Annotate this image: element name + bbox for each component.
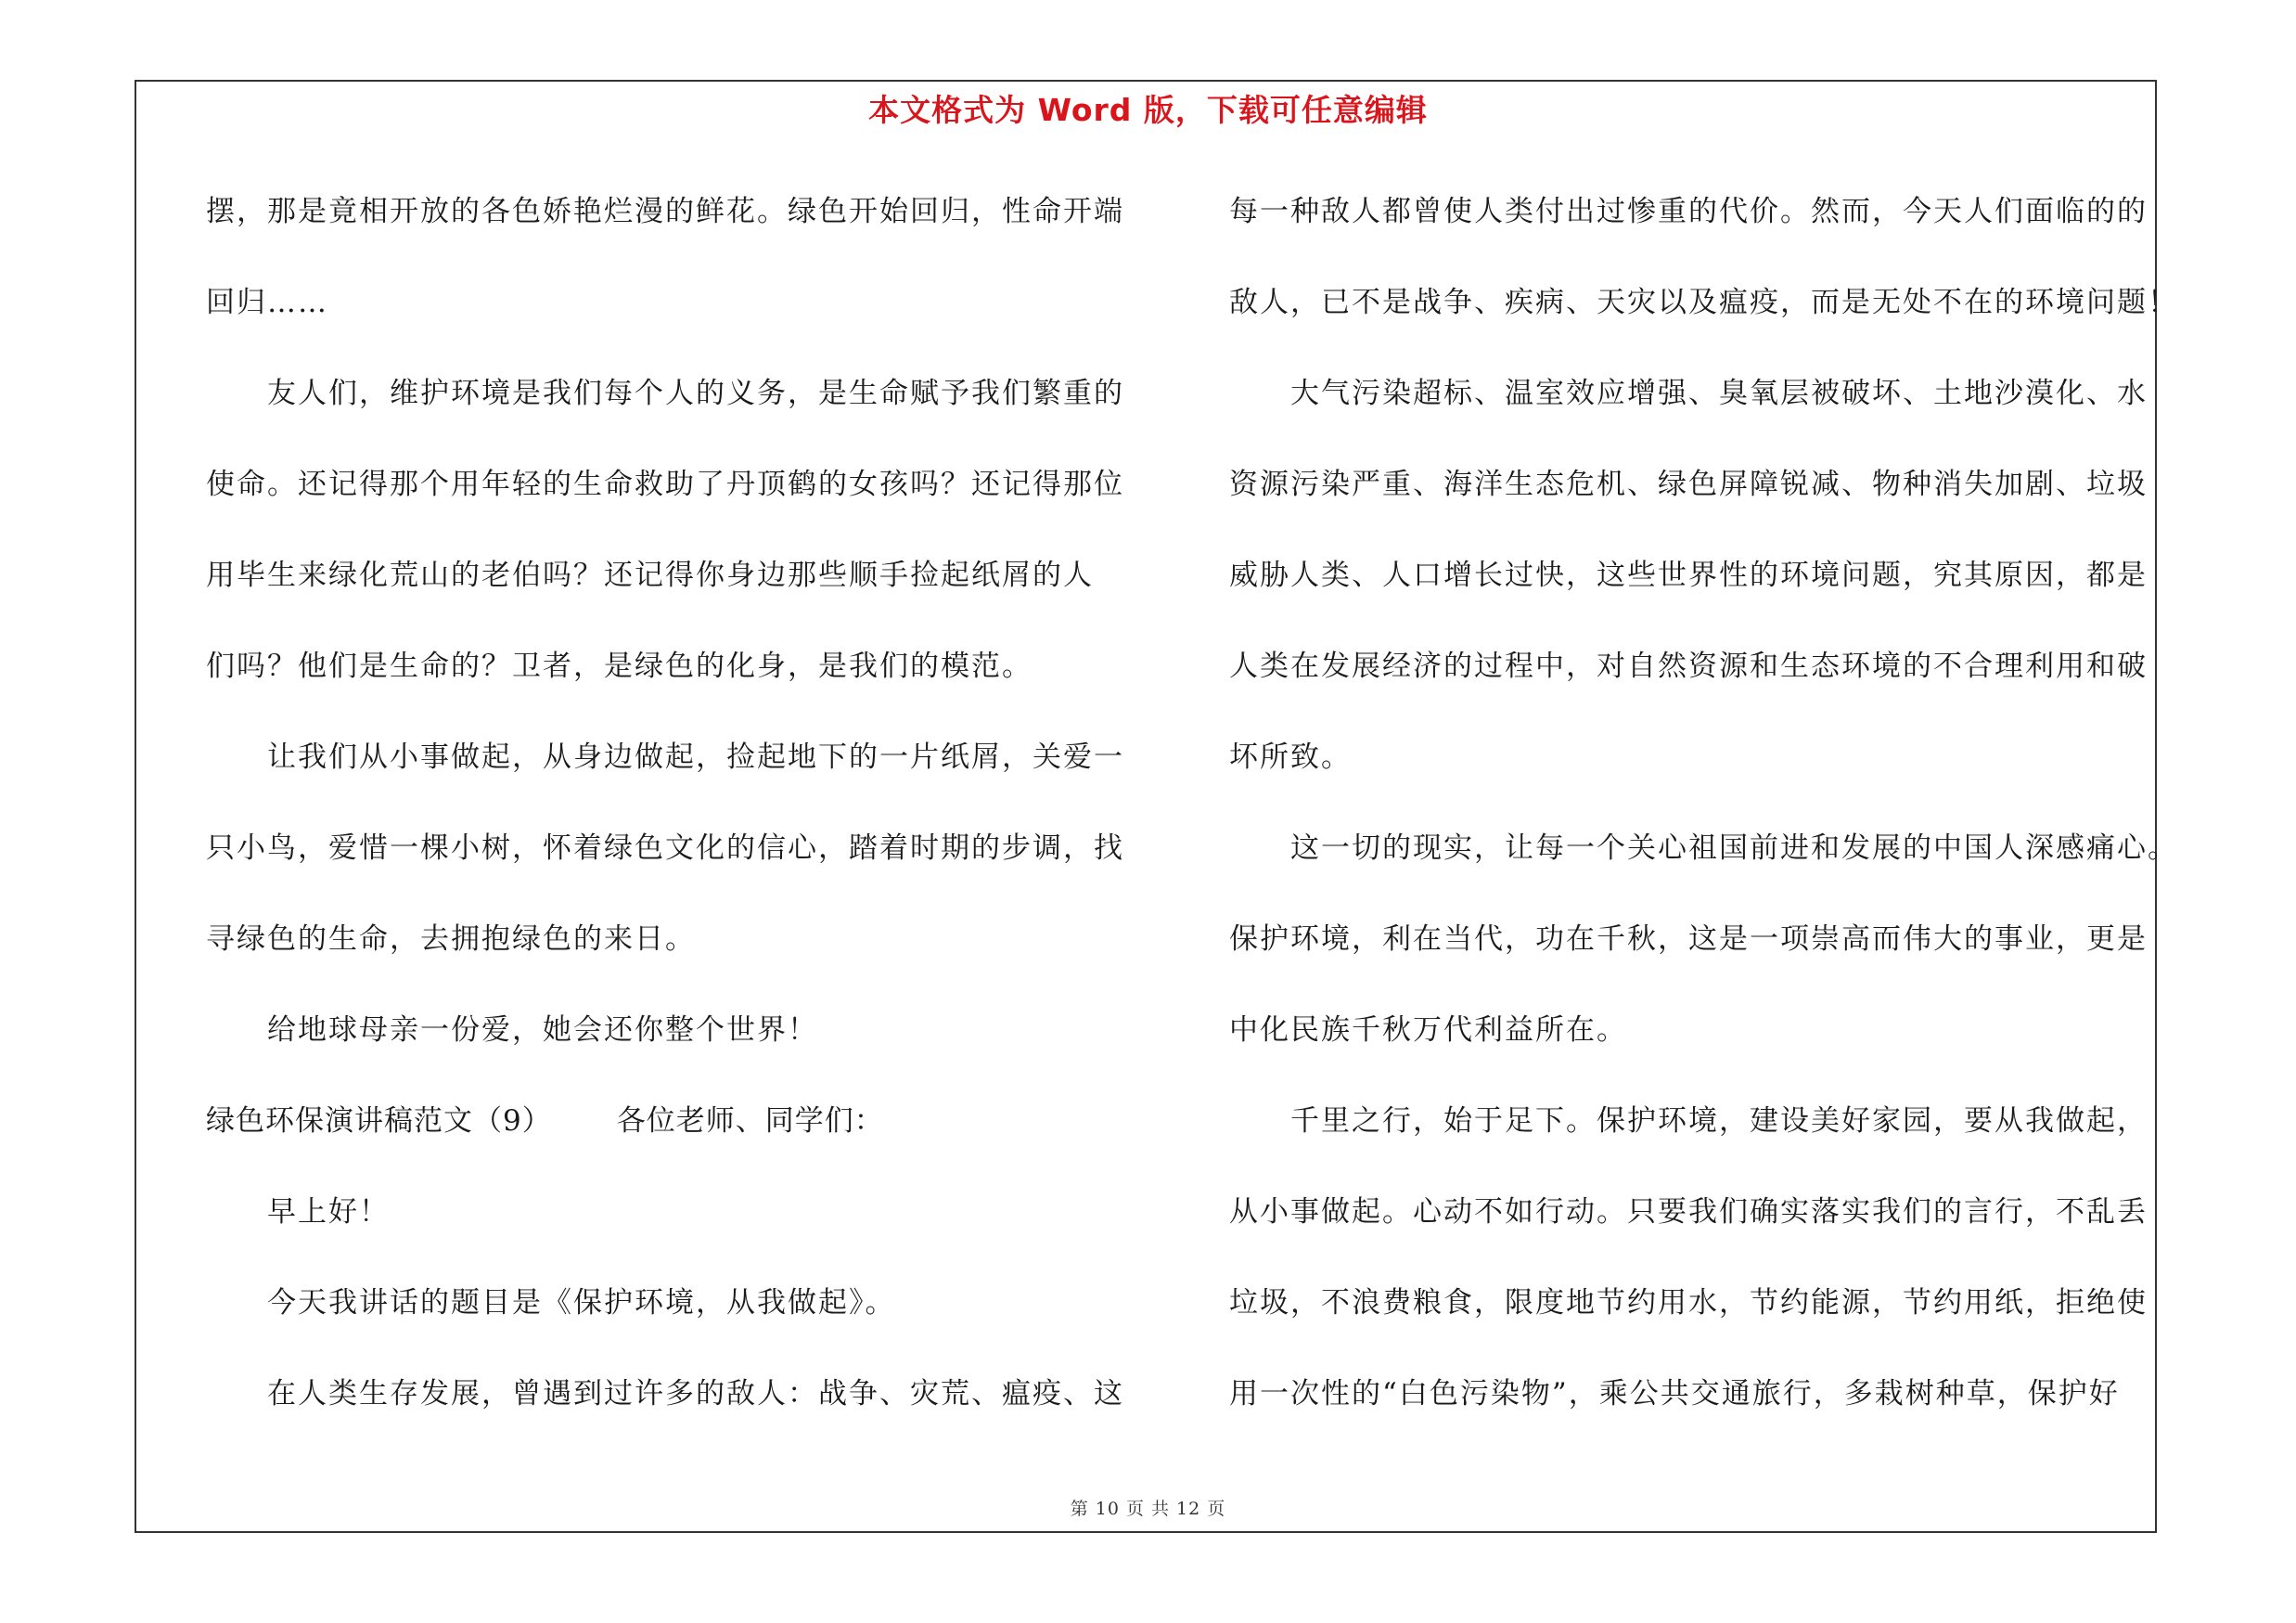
paragraph-line: 们吗？他们是生命的？卫者，是绿色的化身，是我们的模范。 <box>206 650 1033 683</box>
paragraph-line: 只小鸟，爱惜一棵小树，怀着绿色文化的信心，踏着时期的步调，找 <box>206 831 1124 865</box>
paragraph-line: 给地球母亲一份爱，她会还你整个世界！ <box>267 1013 818 1047</box>
paragraph-line: 在人类生存发展，曾遇到过许多的敌人：战争、灾荒、瘟疫、这 <box>267 1377 1124 1410</box>
paragraph-line: 用一次性的“白色污染物”，乘公共交通旅行，多栽树种草，保护好 <box>1229 1377 2120 1410</box>
paragraph-line: 这一切的现实，让每一个关心祖国前进和发展的中国人深感痛心。 <box>1290 831 2178 865</box>
page-number: 第 10 页 共 12 页 <box>1070 1499 1226 1519</box>
section-title: 绿色环保演讲稿范文（9） <box>206 1104 552 1138</box>
paragraph-line: 摆，那是竟相开放的各色娇艳烂漫的鲜花。绿色开始回归，性命开端 <box>206 195 1124 228</box>
paragraph-line: 早上好！ <box>267 1195 390 1229</box>
paragraph-line: 敌人，已不是战争、疾病、天灾以及瘟疫，而是无处不在的环境问题！ <box>1229 286 2178 319</box>
paragraph-line: 寻绿色的生命，去拥抱绿色的来日。 <box>206 922 696 956</box>
paragraph-line: 今天我讲话的题目是《保护环境，从我做起》。 <box>267 1286 896 1320</box>
paragraph-line: 使命。还记得那个用年轻的生命救助了丹顶鹤的女孩吗？还记得那位 <box>206 468 1124 501</box>
paragraph-line: 回归…… <box>206 286 328 319</box>
paragraph-line: 保护环境，利在当代，功在千秋，这是一项崇高而伟大的事业，更是 <box>1229 922 2148 956</box>
paragraph-line: 威胁人类、人口增长过快，这些世界性的环境问题，究其原因，都是 <box>1229 559 2148 592</box>
paragraph-line: 千里之行，始于足下。保护环境，建设美好家园，要从我做起， <box>1290 1104 2148 1138</box>
paragraph-line: 友人们，维护环境是我们每个人的义务，是生命赋予我们繁重的 <box>267 377 1124 410</box>
paragraph-line: 让我们从小事做起，从身边做起，捡起地下的一片纸屑，关爱一 <box>267 741 1124 774</box>
paragraph-line: 每一种敌人都曾使人类付出过惨重的代价。然而，今天人们面临的的 <box>1229 195 2148 228</box>
paragraph-line: 从小事做起。心动不如行动。只要我们确实落实我们的言行，不乱丢 <box>1229 1195 2148 1229</box>
paragraph-line: 坏所致。 <box>1229 741 1352 774</box>
left-column <box>206 179 1134 1452</box>
paragraph-line: 用毕生来绿化荒山的老伯吗？还记得你身边那些顺手捡起纸屑的人 <box>206 559 1094 592</box>
paragraph-line: 中化民族千秋万代利益所在。 <box>1229 1013 1627 1047</box>
paragraph-line: 大气污染超标、温室效应增强、臭氧层被破坏、土地沙漠化、水 <box>1290 377 2148 410</box>
greeting: 各位老师、同学们： <box>616 1104 884 1138</box>
section-heading <box>206 1088 1134 1179</box>
paragraph-line: 垃圾，不浪费粮食，限度地节约用水，节约能源，节约用纸，拒绝使 <box>1229 1286 2148 1320</box>
paragraph-line: 人类在发展经济的过程中，对自然资源和生态环境的不合理利用和破 <box>1229 650 2148 683</box>
header-banner: 本文格式为 Word 版，下载可任意编辑 <box>868 92 1428 128</box>
right-column <box>1229 179 2178 1452</box>
paragraph-line: 资源污染严重、海洋生态危机、绿色屏障锐减、物种消失加剧、垃圾 <box>1229 468 2148 501</box>
